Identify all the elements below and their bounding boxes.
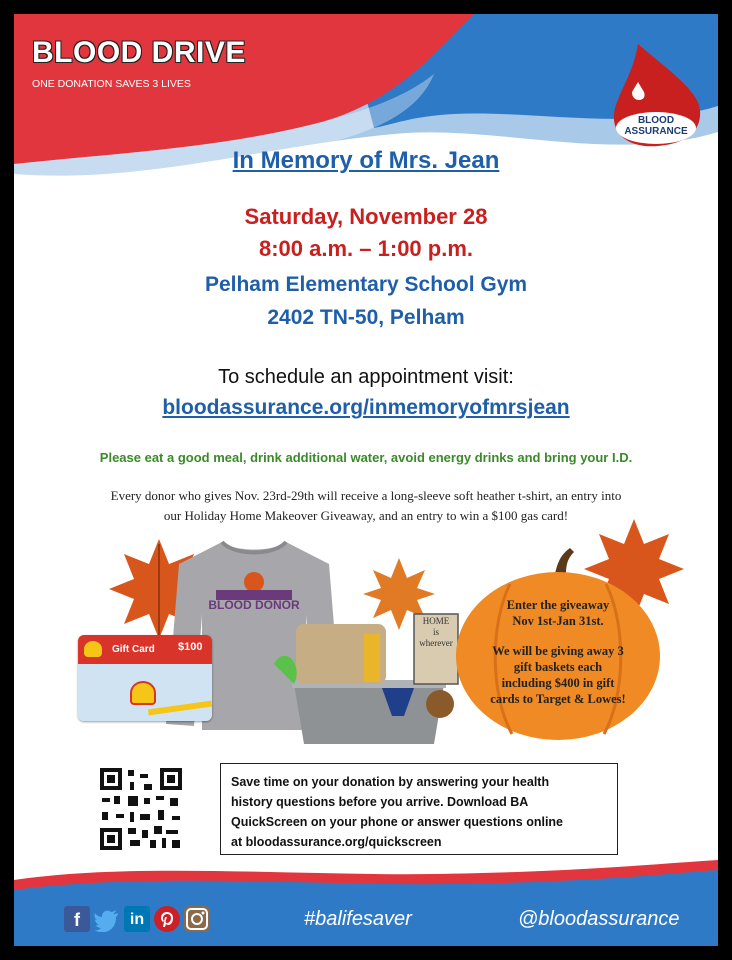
giveaway-line5: including $400 in gift: [501, 676, 615, 690]
donor-instructions: Please eat a good meal, drink additional water, avoid energy drinks and bring your I.D.: [99, 450, 633, 465]
giveaway-line2: Nov 1st-Jan 31st.: [512, 614, 604, 628]
quickscreen-box: [220, 763, 618, 855]
donor-offer-line2: our Holiday Home Makeover Giveaway, and an entry to win a $100 gas card!: [163, 508, 569, 523]
hashtag: #balifesaver: [304, 908, 412, 930]
shell-logo-icon: [130, 681, 156, 705]
schedule-link[interactable]: bloodassurance.org/inmemoryofmrsjean: [162, 396, 570, 419]
page-title: BLOOD DRIVE: [32, 36, 246, 69]
donor-offer-line1: Every donor who gives Nov. 23rd-29th will receive a long-sleeve soft heather t-shirt, an entry into: [110, 488, 622, 503]
pinterest-icon[interactable]: [154, 906, 180, 932]
event-address: 2402 TN-50, Pelham: [267, 306, 465, 329]
basket-sign-line3: wherever: [419, 638, 453, 648]
blood-assurance-logo: [608, 40, 708, 150]
event-date: Saturday, November 28: [244, 204, 488, 229]
tagline: ONE DONATION SAVES 3 LIVES: [32, 78, 191, 90]
instagram-icon[interactable]: [184, 906, 210, 932]
memorial-heading: In Memory of Mrs. Jean: [232, 147, 500, 174]
logo-line1: BLOOD: [637, 115, 675, 126]
quickscreen-line1: Save time on your donation by answering your health: [231, 775, 550, 789]
giveaway-line6: cards to Target & Lowes!: [490, 692, 626, 706]
twitter-icon[interactable]: [94, 908, 120, 932]
social-icons: [64, 906, 214, 934]
flyer: [14, 14, 718, 946]
event-venue: Pelham Elementary School Gym: [204, 273, 528, 296]
gift-card-label: Gift Card: [112, 644, 155, 655]
facebook-icon[interactable]: f: [64, 906, 90, 932]
qr-code[interactable]: [100, 768, 182, 850]
basket-sign-line1: HOME: [422, 616, 450, 626]
schedule-prompt: To schedule an appointment visit:: [218, 366, 514, 388]
quickscreen-line3: QuickScreen on your phone or answer questions online: [231, 815, 564, 829]
gift-card: [78, 635, 212, 721]
quickscreen-line4: at bloodassurance.org/quickscreen: [231, 835, 442, 849]
social-handle[interactable]: @bloodassurance: [518, 908, 680, 930]
giveaway-line3: We will be giving away 3: [492, 644, 624, 658]
shirt-print: BLOOD DONOR: [208, 598, 300, 612]
logo-line2: ASSURANCE: [624, 126, 688, 137]
event-time: 8:00 a.m. – 1:00 p.m.: [259, 236, 473, 261]
quickscreen-line2: history questions before you arrive. Download BA: [231, 795, 529, 809]
giveaway-text: [466, 597, 650, 707]
shell-logo-icon: [84, 641, 102, 657]
giveaway-line4: gift baskets each: [513, 660, 603, 674]
gift-card-amount: $100: [178, 641, 203, 653]
giveaway-line1: Enter the giveaway: [506, 598, 610, 612]
basket-sign-line2: is: [432, 627, 439, 637]
linkedin-icon[interactable]: in: [124, 906, 150, 932]
